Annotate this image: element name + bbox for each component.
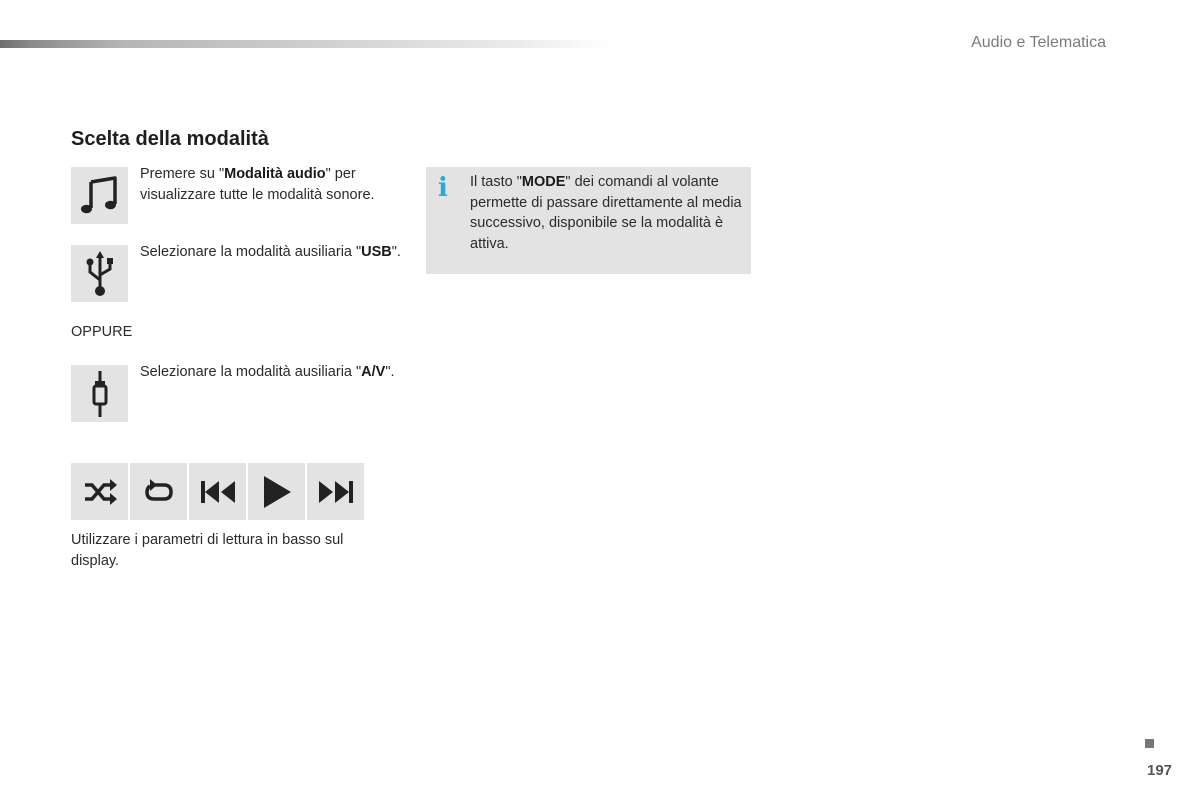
shuffle-icon[interactable]	[71, 463, 128, 520]
music-note-icon[interactable]	[71, 167, 128, 224]
playback-instruction-text: Utilizzare i parametri di lettura in basso sul display.	[71, 532, 344, 569]
page-number: 197	[1147, 762, 1173, 779]
jack-plug-icon[interactable]	[71, 365, 128, 422]
step-usb-text: Selezionare la modalità ausiliaria "USB".	[140, 244, 401, 260]
header-gradient-bar	[0, 40, 610, 48]
play-icon[interactable]	[248, 463, 305, 520]
page-marker-square	[1145, 739, 1154, 748]
oppure-label: OPPURE	[71, 324, 133, 340]
section-title: Scelta della modalità	[71, 128, 269, 150]
previous-track-icon[interactable]	[189, 463, 246, 520]
step-audio-mode-text: Premere su "Modalità audio" per visualizzare tutte le modalità sonore.	[140, 166, 375, 203]
step-av-text: Selezionare la modalità ausiliaria "A/V".	[140, 364, 395, 380]
playback-controls	[71, 463, 364, 521]
info-text: Il tasto "MODE" dei comandi al volante permette di passare direttamente al media successivo, disponibile se la modalità è attiva.	[470, 174, 742, 252]
running-header: Audio e Telematica	[971, 34, 1106, 51]
info-icon: i	[438, 173, 448, 203]
repeat-icon[interactable]	[130, 463, 187, 520]
info-box	[426, 167, 751, 274]
usb-icon[interactable]	[71, 245, 128, 302]
next-track-icon[interactable]	[307, 463, 364, 520]
